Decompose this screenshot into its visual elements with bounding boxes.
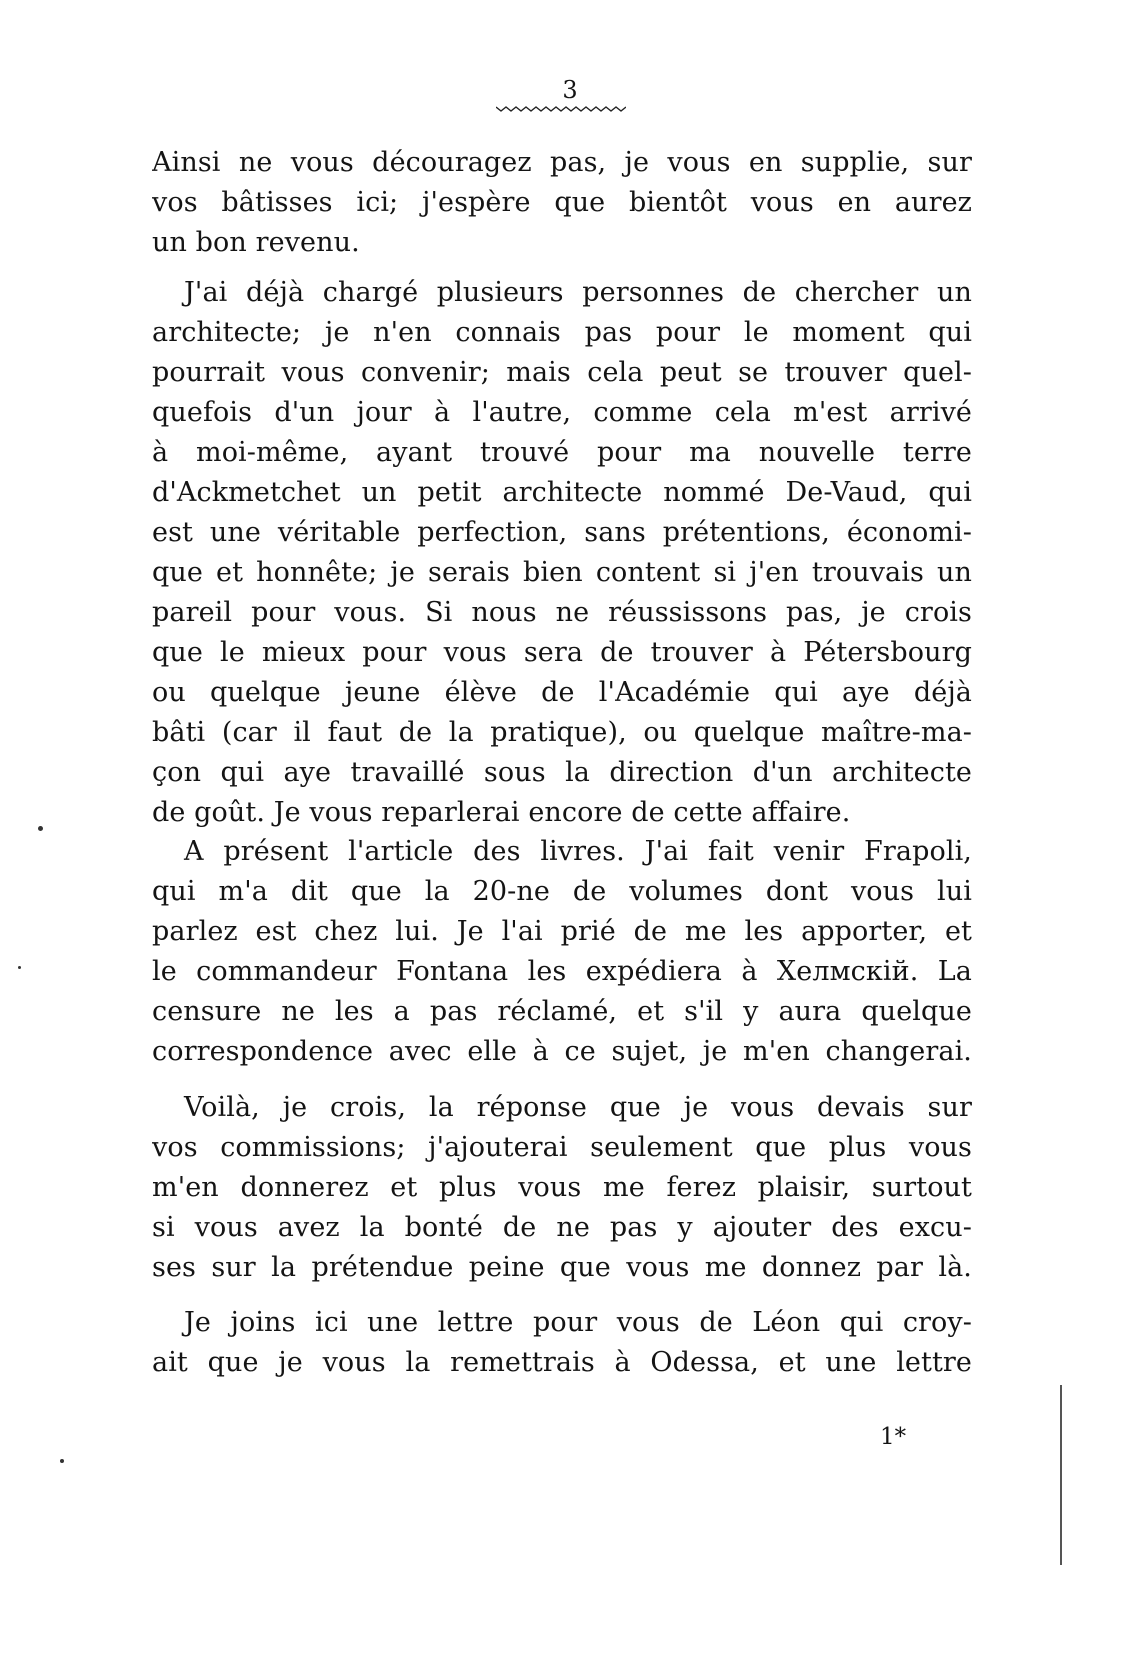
text-line: çon qui aye travaillé sous la direction d'un architecte: [152, 757, 972, 788]
text-line: vos commissions; j'ajouterai seulement que plus vous: [152, 1132, 972, 1163]
text-line: que et honnête; je serais bien content si j'en trouvais un: [152, 557, 972, 588]
paragraph-3: [152, 832, 972, 1072]
text-line: J'ai déjà chargé plusieurs personnes de chercher un: [184, 277, 972, 308]
text-line: pareil pour vous. Si nous ne réussissons pas, je crois: [152, 597, 972, 628]
text-line: pourrait vous convenir; mais cela peut se trouver quel-: [152, 357, 972, 388]
text-line: m'en donnerez et plus vous me ferez plaisir, surtout: [152, 1172, 972, 1203]
signature-mark: 1*: [880, 1424, 907, 1450]
text-line: d'Ackmetchet un petit architecte nommé De-Vaud, qui: [152, 477, 972, 508]
text-line: A présent l'article des livres. J'ai fait venir Frapoli,: [184, 836, 972, 867]
text-line: architecte; je n'en connais pas pour le moment qui: [152, 317, 972, 348]
text-line: un bon revenu.: [152, 227, 360, 258]
text-line: vos bâtisses ici; j'espère que bientôt vous en aurez: [152, 187, 972, 218]
text-line: bâti (car il faut de la pratique), ou quelque maître-ma-: [152, 717, 972, 748]
text-line: ou quelque jeune élève de l'Académie qui aye déjà: [152, 677, 972, 708]
text-line: quefois d'un jour à l'autre, comme cela m'est arrivé: [152, 397, 972, 428]
text-line: si vous avez la bonté de ne pas y ajouter des excu-: [152, 1212, 972, 1243]
scan-speck: [38, 826, 43, 831]
paragraph-5: [152, 1303, 972, 1383]
text-line: que le mieux pour vous sera de trouver à Pétersbourg: [152, 637, 972, 668]
text-line: correspondence avec elle à ce sujet, je m'en changerai.: [152, 1036, 972, 1067]
text-line: ses sur la prétendue peine que vous me donnez par là.: [152, 1252, 972, 1283]
text-line: ait que je vous la remettrais à Odessa, et une lettre: [152, 1347, 972, 1378]
scan-speck: [1060, 1385, 1062, 1565]
scan-speck: [18, 966, 21, 969]
scan-speck: [60, 1459, 64, 1463]
text-line: parlez est chez lui. Je l'ai prié de me les apporter, et: [152, 916, 972, 947]
text-line: à moi-même, ayant trouvé pour ma nouvelle terre: [152, 437, 972, 468]
text-line: qui m'a dit que la 20-ne de volumes dont vous lui: [152, 876, 972, 907]
text-line: Je joins ici une lettre pour vous de Léon qui croy-: [184, 1307, 972, 1338]
paragraph-1: [152, 143, 972, 263]
text-line: Voilà, je crois, la réponse que je vous devais sur: [184, 1092, 972, 1123]
text-line: le commandeur Fontana les expédiera à Хелмскiй. La: [152, 956, 972, 987]
text-line: Ainsi ne vous découragez pas, je vous en supplie, sur: [152, 147, 972, 178]
paragraph-4: [152, 1088, 972, 1288]
text-line: de goût. Je vous reparlerai encore de cette affaire.: [152, 797, 851, 828]
ornament-rule: [496, 104, 626, 114]
text-line: censure ne les a pas réclamé, et s'il y aura quelque: [152, 996, 972, 1027]
text-line: est une véritable perfection, sans prétentions, économi-: [152, 517, 972, 548]
paragraph-2: [152, 273, 972, 833]
page-number: 3: [562, 76, 578, 104]
